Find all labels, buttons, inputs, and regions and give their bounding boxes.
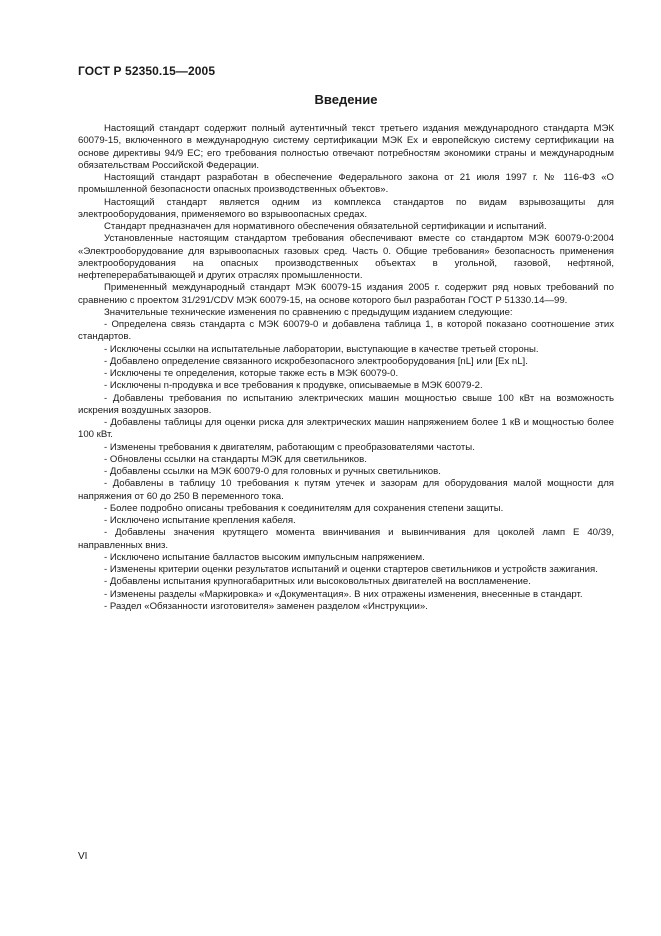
paragraph: Установленные настоящим стандартом требования обеспечивают вместе со стандартом МЭК 60079-0:2004 «Электрооборудование для взрывоопасных газовых сред. Часть 0. Общие требования» безопасность применения электрооборудования на опасных производственных объектах в угольной, газовой, нефтяной, нефтеперерабатывающей и других отраслях промышленности. — [78, 233, 614, 281]
paragraph: Настоящий стандарт является одним из комплекса стандартов по видам взрывозащиты для электрооборудования, применяемого во взрывоопасных средах. — [78, 196, 614, 220]
document-code-header: ГОСТ Р 52350.15—2005 — [78, 64, 216, 78]
list-item: - Исключены ссылки на испытательные лаборатории, выступающие в качестве третьей стороны. — [104, 343, 539, 355]
list-item: - Добавлены ссылки на МЭК 60079-0 для головных и ручных светильников. — [104, 466, 441, 477]
paragraph: Примененный международный стандарт МЭК 60079-15 издания 2005 г. содержит ряд новых требований по сравнению с проектом 31/291/CDV МЭК 60079-15, на основе которого был разработан ГОСТ Р 51330.14—99. — [78, 282, 614, 306]
paragraph: Значительные технические изменения по сравнению с предыдущим изданием следующие: — [104, 306, 513, 318]
section-title: Введение — [314, 92, 378, 107]
list-item: - Добавлены таблицы для оценки риска для электрических машин напряжением более 1 кВ и мощностью более 100 кВт. — [78, 417, 614, 441]
list-item: - Добавлены испытания крупногабаритных или высоковольтных двигателей на воспламенение. — [104, 576, 531, 588]
list-item: - Исключено испытание крепления кабеля. — [104, 515, 296, 526]
list-item: - Добавлены значения крутящего момента ввинчивания и вывинчивания для цоколей ламп Е 40/39, направленных вниз. — [78, 527, 614, 551]
paragraph: Настоящий стандарт содержит полный аутентичный текст третьего издания международного стандарта МЭК 60079-15, включенного в международную систему сертификации МЭК Ex и европейскую систему сертификации на основе директивы 94/9 ЕС; его требования полностью отвечают потребностям экономики страны и международным обязательствам Российской Федерации. — [78, 123, 614, 171]
list-item: - Изменены требования к двигателям, работающим с преобразователями частоты. — [104, 441, 475, 453]
page-number: VI — [78, 851, 88, 862]
list-item: - Добавлены требования по испытанию электрических машин мощностью свыше 100 кВт на возможность искрения воздушных зазоров. — [78, 392, 614, 416]
list-item: - Исключены те определения, которые также есть в МЭК 60079-0. — [104, 368, 399, 379]
section-body — [78, 123, 614, 613]
list-item: - Более подробно описаны требования к соединителям для сохранения степени защиты. — [104, 502, 504, 514]
list-item: - Исключено испытание балластов высоким импульсным напряжением. — [104, 551, 425, 563]
list-item: - Раздел «Обязанности изготовителя» заменен разделом «Инструкции». — [104, 600, 428, 612]
list-item: - Добавлено определение связанного искробезопасного электрооборудования [nL] или [Ex nL]. — [104, 355, 528, 367]
list-item: - Обновлены ссылки на стандарты МЭК для светильников. — [104, 453, 367, 465]
paragraph: Настоящий стандарт разработан в обеспечение Федерального закона от 21 июля 1997 г. № 116-ФЗ «О промышленной безопасности опасных производственных объектов». — [78, 172, 614, 196]
list-item: - Исключены n-продувка и все требования к продувке, описываемые в МЭК 60079-2. — [104, 380, 483, 392]
paragraph: Стандарт предназначен для нормативного обеспечения обязательной сертификации и испытаний. — [104, 221, 547, 232]
list-item: - Изменены критерии оценки результатов испытаний и оценки стартеров светильников и устройств зажигания. — [104, 564, 598, 575]
list-item: - Определена связь стандарта с МЭК 60079-0 и добавлена таблица 1, в которой показано соотношение этих стандартов. — [78, 319, 614, 343]
list-item: - Изменены разделы «Маркировка» и «Документация». В них отражены изменения, внесенные в стандарт. — [104, 588, 583, 600]
list-item: - Добавлены в таблицу 10 требования к путям утечек и зазорам для оборудования малой мощности для напряжения от 60 до 250 В переменного тока. — [78, 478, 614, 502]
